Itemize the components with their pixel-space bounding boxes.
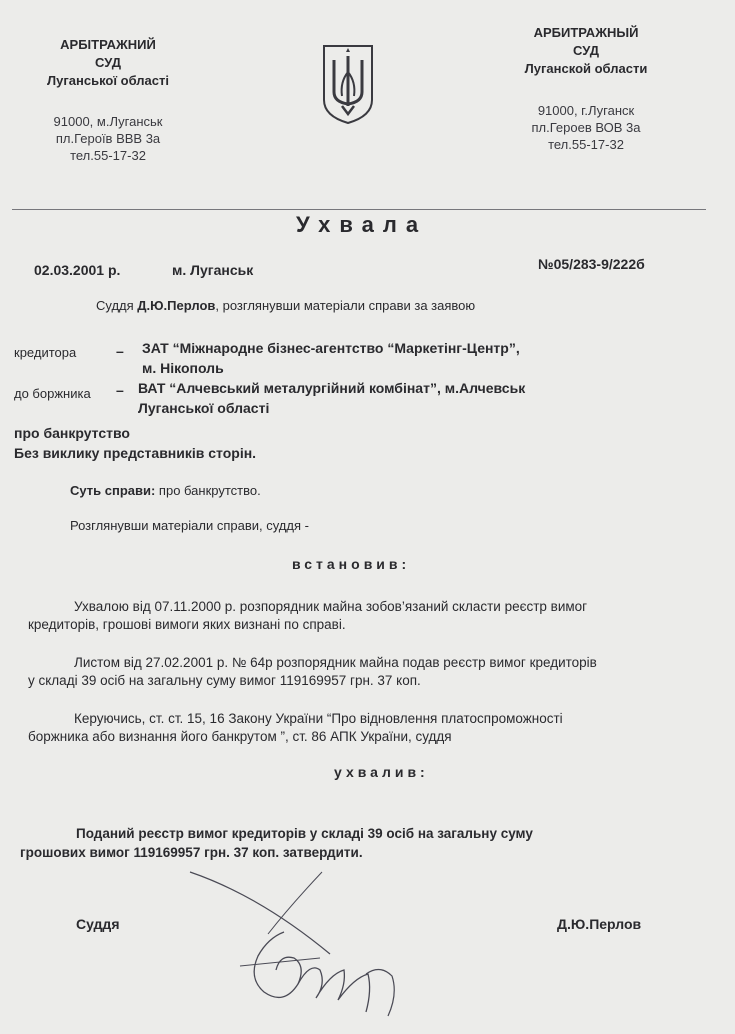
document-date: 02.03.2001 р. — [34, 262, 121, 278]
ruled-heading: ухвалив: — [334, 764, 429, 780]
creditor-city: м. Нікополь — [142, 360, 224, 376]
debtor-label: до боржника — [14, 386, 91, 401]
signature-label: Суддя — [76, 916, 120, 932]
header-right-line1: АРБИТРАЖНЫЙ — [533, 25, 639, 40]
header-left-addr2: пл.Героїв ВВВ 3а — [55, 131, 161, 146]
paragraph-2-line2: у складі 39 осіб на загальну суму вимог 119169957 грн. 37 коп. — [28, 673, 421, 688]
header-right-addr1: 91000, г.Луганск — [537, 103, 635, 118]
paragraph-3-line1: Керуючись, ст. ст. 15, 16 Закону України “Про відновлення платоспроможності — [74, 711, 563, 726]
essence-line — [70, 483, 261, 498]
paragraph-2 — [28, 654, 716, 690]
paragraph-1 — [28, 598, 716, 634]
header-right-address — [503, 102, 669, 153]
paragraph-3 — [28, 710, 716, 746]
paragraph-1-line2: кредиторів, грошові вимоги яких визнані по справі. — [28, 617, 346, 632]
paragraph-1-line1: Ухвалою від 07.11.2000 р. розпорядник майна зобов’язаний скласти реєстр вимог — [74, 599, 588, 614]
document-title: Ухвала — [296, 212, 428, 237]
case-number: №05/283-9/222б — [538, 256, 645, 272]
intro-judge: Д.Ю.Перлов — [137, 298, 216, 313]
signature-name: Д.Ю.Перлов — [557, 916, 642, 932]
debtor-region: Луганської області — [138, 400, 270, 416]
decision-line1: Поданий реєстр вимог кредиторів у складі 39 осіб на загальну суму — [76, 826, 533, 841]
creditor-label: кредитора — [14, 345, 77, 360]
header-left-address — [28, 113, 188, 164]
reviewed-line: Розглянувши матеріали справи, суддя - — [70, 518, 309, 533]
header-right — [503, 24, 669, 78]
creditor-dash: – — [116, 343, 124, 359]
intro-line — [96, 298, 475, 313]
established-heading: встановив: — [292, 556, 411, 572]
essence-value: про банкрутство. — [155, 483, 261, 498]
header-right-line3: Луганской области — [524, 61, 648, 76]
debtor-dash: – — [116, 382, 124, 398]
intro-prefix: Суддя — [96, 298, 138, 313]
header-right-addr2: пл.Героев ВОВ 3а — [531, 120, 641, 135]
paragraph-3-line2: боржника або визнання його банкрутом ”, ст. 86 АПК України, суддя — [28, 729, 452, 744]
header-left — [28, 36, 188, 90]
handwritten-signature — [180, 866, 440, 1026]
header-left-line3: Луганської області — [47, 73, 169, 88]
trident-emblem-icon — [320, 42, 376, 126]
paragraph-2-line1: Листом від 27.02.2001 р. № 64р розпорядник майна подав реєстр вимог кредиторів — [74, 655, 597, 670]
header-left-addr1: 91000, м.Луганськ — [53, 114, 163, 129]
header-left-line1: АРБІТРАЖНИЙ — [60, 37, 156, 52]
creditor-name: ЗАТ “Міжнародне бізнес-агентство “Маркетінг-Центр”, — [142, 340, 520, 356]
document-city: м. Луганськ — [172, 262, 254, 278]
decision-line2: грошових вимог 119169957 грн. 37 коп. затвердити. — [20, 845, 363, 860]
header-right-line2: СУД — [573, 43, 599, 58]
subject-line: про банкрутство — [14, 425, 130, 441]
header-left-addr3: тел.55-17-32 — [70, 148, 146, 163]
debtor-name: ВАТ “Алчевський металургійний комбінат”, м.Алчевськ — [138, 380, 526, 396]
no-call-line: Без виклику представників сторін. — [14, 445, 257, 461]
essence-label: Суть справи: — [70, 483, 156, 498]
intro-rest: , розглянувши матеріали справи за заявою — [215, 298, 476, 313]
header-left-line2: СУД — [95, 55, 121, 70]
header-right-addr3: тел.55-17-32 — [548, 137, 624, 152]
header-divider — [12, 209, 706, 210]
